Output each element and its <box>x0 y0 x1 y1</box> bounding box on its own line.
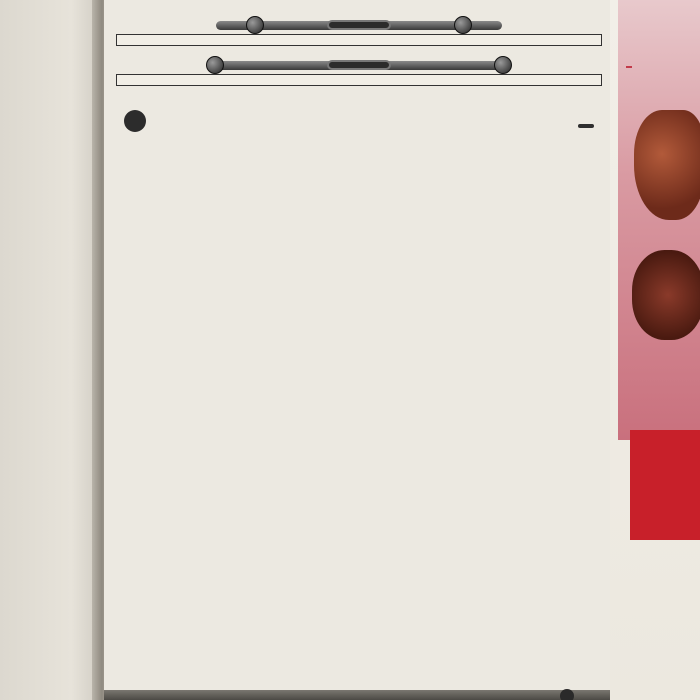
section-badge <box>124 110 146 132</box>
banner-left-dot-icon <box>206 56 224 74</box>
banner-title <box>327 60 391 70</box>
kd-tag <box>578 124 594 128</box>
background-book <box>604 0 700 700</box>
section-b-heading <box>124 104 602 132</box>
tugas-individu-banner <box>116 14 602 36</box>
tugas-kelompok-banner <box>116 54 602 76</box>
banner-left-dot-icon <box>246 16 264 34</box>
banner-right-dot-icon <box>494 56 512 74</box>
page-number <box>560 689 574 700</box>
page-footer <box>104 690 610 700</box>
book-cover-badge <box>626 66 632 68</box>
banner-right-dot-icon <box>454 16 472 34</box>
book-cover-red-block <box>630 430 700 540</box>
food-image <box>634 110 700 220</box>
textbook-page <box>104 0 610 700</box>
previous-page <box>0 0 102 700</box>
banner-title <box>327 20 391 30</box>
food-image-2 <box>632 250 700 340</box>
